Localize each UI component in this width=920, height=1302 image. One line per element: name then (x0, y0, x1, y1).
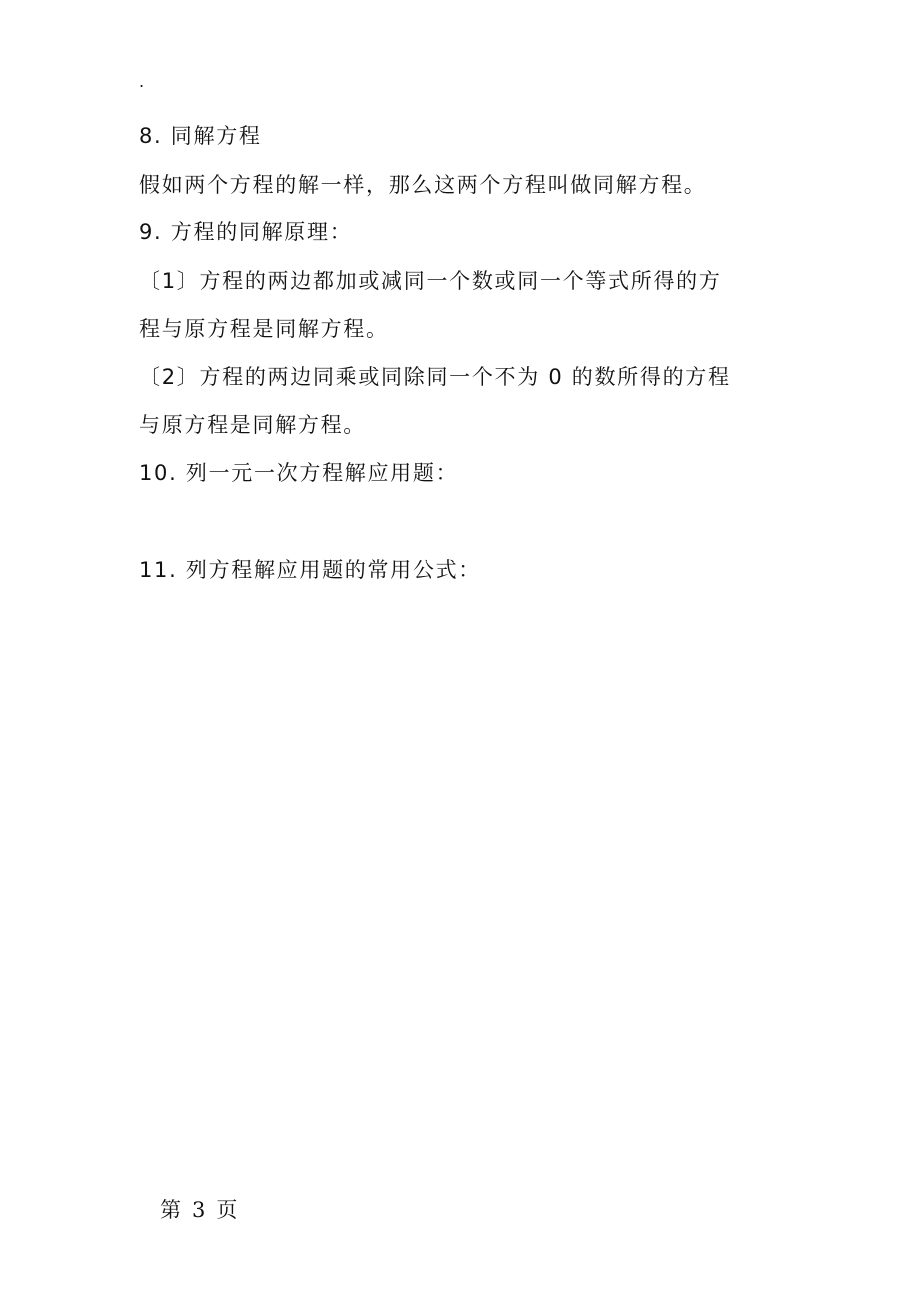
section-9-item-1-line-1: 〔1〕方程的两边都加或减同一个数或同一个等式所得的方 (139, 269, 722, 293)
section-8-text: 假如两个方程的解一样，那么这两个方程叫做同解方程。 (139, 173, 707, 197)
footer-suffix: 页 (216, 1198, 239, 1222)
section-10-title: 10. 列一元一次方程解应用题： (139, 461, 459, 485)
page-footer (160, 1196, 238, 1224)
section-11-title: 11. 列方程解应用题的常用公式： (139, 558, 481, 582)
section-8-title: 8. 同解方程 (139, 124, 262, 148)
header-dot: . (139, 72, 145, 91)
section-9-item-2-line-1: 〔2〕方程的两边同乘或同除同一个不为 0 的数所得的方程 (139, 365, 731, 389)
footer-prefix: 第 (160, 1198, 182, 1222)
section-9-title: 9. 方程的同解原理： (139, 220, 353, 244)
section-9-item-1-line-2: 程与原方程是同解方程。 (139, 317, 389, 341)
footer-page-number: 3 (192, 1198, 207, 1222)
section-9-item-2-line-2: 与原方程是同解方程。 (139, 413, 366, 437)
